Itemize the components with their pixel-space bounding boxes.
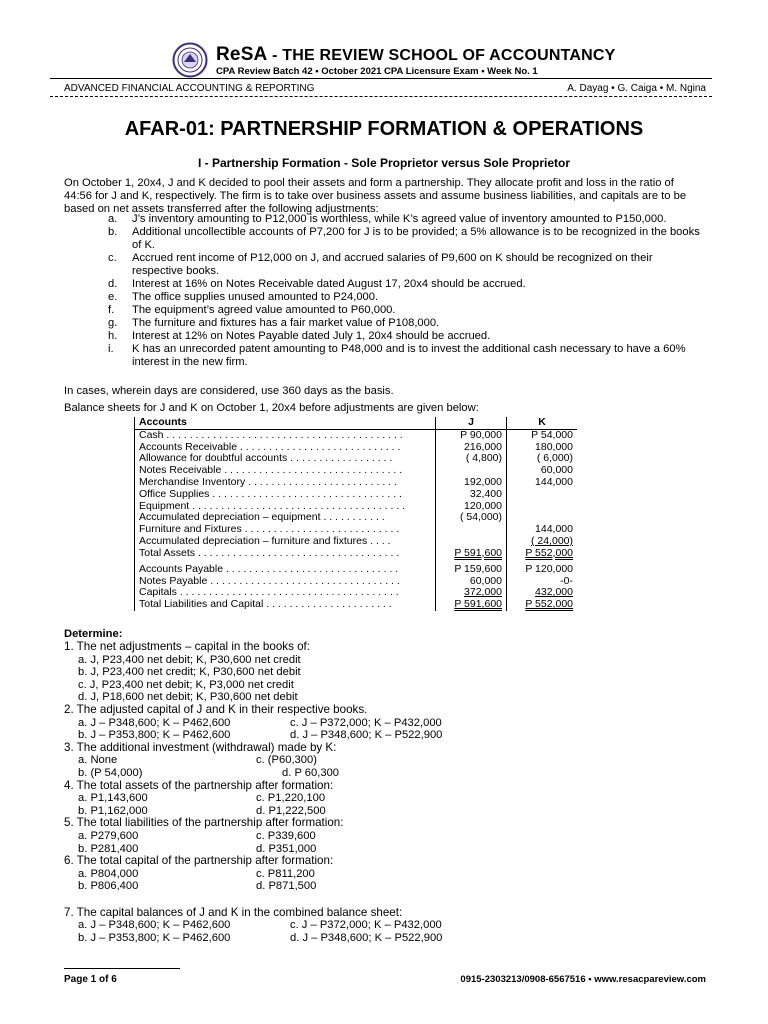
answer-option: d. J – P348,600; K – P522,900 bbox=[290, 729, 443, 742]
amount-k: P 120,000 bbox=[507, 560, 578, 576]
account-name: Equipment . . . . . . . . . . . . . . . . . . . . . . . . . . . . . . . . . . . . . bbox=[135, 501, 436, 513]
answer-option-row bbox=[64, 868, 714, 881]
answer-option-row bbox=[64, 767, 714, 780]
question bbox=[64, 817, 714, 855]
adjustment-text: K has an unrecorded patent amounting to P48,000 and is to invest the additional cash necessary to have a 60% interest in the new firm. bbox=[132, 343, 686, 368]
amount-k: ( 6,000) bbox=[507, 453, 578, 465]
adjustment-item bbox=[108, 278, 706, 291]
answer-option: c. J – P372,000; K – P432,000 bbox=[290, 919, 442, 932]
answer-option: d. P 60,300 bbox=[282, 766, 340, 779]
adjustment-text: The equipment’s agreed value amounted to P60,000. bbox=[132, 304, 396, 316]
course-name: ADVANCED FINANCIAL ACCOUNTING & REPORTING bbox=[64, 83, 315, 94]
adjustment-marker: b. bbox=[108, 226, 118, 238]
header-rule bbox=[50, 78, 712, 79]
amount-j: 60,000 bbox=[436, 576, 507, 588]
adjustment-marker: a. bbox=[108, 213, 118, 225]
answer-option: b. P1,162,000 bbox=[78, 804, 148, 817]
account-name: Allowance for doubtful accounts . . . . . . . . . . . . . . . . . . bbox=[135, 453, 436, 465]
amount-k: P 54,000 bbox=[507, 429, 578, 441]
question-text: 1. The net adjustments – capital in the books of: bbox=[64, 640, 310, 653]
adjustment-item bbox=[108, 252, 706, 278]
days-note: In cases, wherein days are considered, use 360 days as the basis. bbox=[64, 385, 394, 397]
account-name: Total Liabilities and Capital . . . . . . . . . . . . . . . . . . . . . . bbox=[135, 599, 436, 611]
answer-option: c. J – P372,000; K – P432,000 bbox=[290, 716, 442, 729]
table-row bbox=[135, 560, 578, 576]
answer-option: d. P1,222,500 bbox=[256, 804, 326, 817]
answer-option: c. P1,220,100 bbox=[256, 792, 326, 805]
question-text: 2. The adjusted capital of J and K in their respective books. bbox=[64, 702, 368, 716]
account-name: Merchandise Inventory . . . . . . . . . . . . . . . . . . . . . . . . . . bbox=[135, 477, 436, 489]
adjustments-list bbox=[108, 213, 706, 369]
answer-option: b. P281,400 bbox=[78, 842, 139, 855]
question bbox=[64, 855, 714, 893]
amount-k: -0- bbox=[507, 576, 578, 588]
adjustment-item bbox=[108, 317, 706, 330]
adjustment-text: The office supplies unused amounted to P24,000. bbox=[132, 291, 379, 303]
question-text: 7. The capital balances of J and K in the combined balance sheet: bbox=[64, 905, 403, 919]
adjustment-text: J’s inventory amounting to P12,000 is worthless, while K’s agreed value of inventory amounted to P150,000. bbox=[132, 213, 667, 225]
question bbox=[64, 704, 714, 742]
amount-k: P 552,000 bbox=[507, 548, 578, 560]
account-name: Accumulated depreciation – equipment . . . . . . . . . . . bbox=[135, 512, 436, 524]
account-name: Accumulated depreciation – furniture and fixtures . . . . bbox=[135, 536, 436, 548]
balance-sheet-table bbox=[134, 417, 577, 611]
account-name: Cash . . . . . . . . . . . . . . . . . . . . . . . . . . . . . . . . . . . . . . . . . bbox=[135, 429, 436, 441]
section-heading: I - Partnership Formation - Sole Proprietor versus Sole Proprietor bbox=[197, 156, 571, 170]
answer-option: a. J – P348,600; K – P462,600 bbox=[78, 919, 231, 932]
adjustment-text: Additional uncollectible accounts of P7,200 for J is to be provided; a 5% allowance is to be recognized in the books of K. bbox=[132, 226, 700, 251]
page-number: Page 1 of 6 bbox=[64, 974, 117, 985]
amount-k: 432,000 bbox=[507, 587, 578, 599]
account-name: Capitals . . . . . . . . . . . . . . . . . . . . . . . . . . . . . . . . . . . . . . bbox=[135, 587, 436, 599]
table-row bbox=[135, 536, 578, 548]
answer-option: b. P806,400 bbox=[78, 880, 139, 893]
answer-option: b. (P 54,000) bbox=[78, 766, 143, 779]
adjustment-text: Interest at 12% on Notes Payable dated July 1, 20x4 should be accrued. bbox=[132, 330, 491, 342]
account-name: Office Supplies . . . . . . . . . . . . . . . . . . . . . . . . . . . . . . . . . bbox=[135, 489, 436, 501]
account-name: Total Assets . . . . . . . . . . . . . . . . . . . . . . . . . . . . . . . . . . . bbox=[135, 548, 436, 560]
amount-j bbox=[436, 524, 507, 536]
answer-option: a. J, P23,400 net debit; K, P30,600 net credit bbox=[78, 653, 301, 666]
authors: A. Dayag • G. Caiga • M. Ngina bbox=[567, 83, 706, 94]
answer-option: b. J – P353,800; K – P462,600 bbox=[78, 932, 231, 945]
answer-option: c. (P60,300) bbox=[256, 754, 317, 767]
account-name: Accounts Receivable . . . . . . . . . . . . . . . . . . . . . . . . . . . . bbox=[135, 442, 436, 454]
footer-rule bbox=[64, 968, 180, 969]
answer-option: a. J – P348,600; K – P462,600 bbox=[78, 716, 231, 729]
amount-j: P 591,600 bbox=[436, 599, 507, 611]
amount-k: P 552,000 bbox=[507, 599, 578, 611]
answer-option: d. J, P18,600 net debit; K, P30,600 net debit bbox=[78, 691, 298, 704]
account-name: Notes Receivable . . . . . . . . . . . . . . . . . . . . . . . . . . . . . . . bbox=[135, 465, 436, 477]
amount-j: 192,000 bbox=[436, 477, 507, 489]
table-header-row bbox=[135, 417, 578, 429]
page-title: AFAR-01: PARTNERSHIP FORMATION & OPERATIONS bbox=[124, 118, 644, 140]
table-row bbox=[135, 548, 578, 560]
answer-option: a. P1,143,600 bbox=[78, 792, 148, 805]
column-header-j: J bbox=[436, 417, 507, 429]
amount-k: ( 24,000) bbox=[507, 536, 578, 548]
adjustment-text: The furniture and fixtures has a fair market value of P108,000. bbox=[132, 317, 440, 329]
adjustment-item bbox=[108, 213, 706, 226]
answer-option-row bbox=[64, 830, 714, 843]
amount-j: P 591,600 bbox=[436, 548, 507, 560]
answer-option-row bbox=[64, 792, 714, 805]
answer-option: d. J – P348,600; K – P522,900 bbox=[290, 932, 443, 945]
table-row bbox=[135, 599, 578, 611]
question-text: 6. The total capital of the partnership after formation: bbox=[64, 854, 334, 868]
answer-option-row bbox=[64, 754, 714, 767]
adjustment-marker: c. bbox=[108, 252, 117, 264]
answer-option-row bbox=[64, 880, 714, 893]
answer-option-row bbox=[64, 729, 714, 742]
answer-option: d. P351,000 bbox=[256, 842, 317, 855]
answer-option: c. P811,200 bbox=[256, 867, 315, 880]
amount-k: 144,000 bbox=[507, 477, 578, 489]
amount-k: 180,000 bbox=[507, 442, 578, 454]
table-row bbox=[135, 489, 578, 501]
column-header-accounts: Accounts bbox=[135, 417, 436, 429]
adjustment-marker: f. bbox=[108, 304, 115, 316]
adjustment-text: Interest at 16% on Notes Receivable dated August 17, 20x4 should be accrued. bbox=[132, 278, 526, 290]
amount-j: 216,000 bbox=[436, 442, 507, 454]
answer-option: b. J – P353,800; K – P462,600 bbox=[78, 729, 231, 742]
question-text: 5. The total liabilities of the partnership after formation: bbox=[64, 816, 344, 830]
determine-label: Determine: bbox=[64, 628, 123, 640]
header-dashed-rule bbox=[50, 96, 712, 97]
resa-logo bbox=[172, 42, 208, 78]
adjustment-item bbox=[108, 226, 706, 252]
answer-option-row bbox=[64, 717, 714, 730]
intro-paragraph: On October 1, 20x4, J and K decided to pool their assets and form a partnership. They allocate profit and loss in the ratio of 44:56 for J and K, respectively. The firm is to take over business assets and assume business liabilities, and capitals are to be based on net assets transferred after the following adjustments: bbox=[64, 177, 687, 215]
amount-j: P 159,600 bbox=[436, 560, 507, 576]
adjustment-item bbox=[108, 330, 706, 343]
answer-option: a. P804,000 bbox=[78, 867, 139, 880]
answer-option: b. J, P23,400 net credit; K, P30,600 net debit bbox=[78, 666, 301, 679]
adjustment-marker: g. bbox=[108, 317, 118, 329]
question bbox=[64, 641, 714, 704]
answer-option: c. P339,600 bbox=[256, 829, 316, 842]
amount-j: 120,000 bbox=[436, 501, 507, 513]
brand-rest: - THE REVIEW SCHOOL OF ACCOUNTANCY bbox=[267, 47, 616, 64]
adjustment-marker: d. bbox=[108, 278, 118, 290]
adjustment-item bbox=[108, 304, 706, 317]
amount-j: ( 4,800) bbox=[436, 453, 507, 465]
amount-j: P 90,000 bbox=[436, 429, 507, 441]
answer-option: d. P871,500 bbox=[256, 880, 317, 893]
question-text: 3. The additional investment (withdrawal) made by K: bbox=[64, 740, 337, 754]
balance-sheet-body bbox=[135, 429, 578, 611]
account-name: Furniture and Fixtures . . . . . . . . . . . . . . . . . . . . . . . . . . . bbox=[135, 524, 436, 536]
account-name: Notes Payable . . . . . . . . . . . . . . . . . . . . . . . . . . . . . . . . . bbox=[135, 576, 436, 588]
column-header-k: K bbox=[507, 417, 578, 429]
adjustment-marker: e. bbox=[108, 291, 118, 303]
table-row bbox=[135, 477, 578, 489]
balance-sheet-note: Balance sheets for J and K on October 1, 20x4 before adjustments are given below: bbox=[64, 402, 479, 414]
brand-main: ReSA bbox=[216, 44, 268, 65]
question-text: 4. The total assets of the partnership after formation: bbox=[64, 778, 334, 792]
adjustment-item bbox=[108, 343, 706, 369]
amount-k: 60,000 bbox=[507, 465, 578, 477]
adjustment-marker: i. bbox=[108, 343, 114, 355]
answer-option: c. J, P23,400 net debit; K, P3,000 net credit bbox=[78, 678, 294, 691]
table-row bbox=[135, 429, 578, 441]
amount-j: 32,400 bbox=[436, 489, 507, 501]
adjustment-item bbox=[108, 291, 706, 304]
question bbox=[64, 742, 714, 780]
amount-k bbox=[507, 489, 578, 501]
account-name: Accounts Payable . . . . . . . . . . . . . . . . . . . . . . . . . . . . . . bbox=[135, 560, 436, 576]
question bbox=[64, 780, 714, 818]
answer-option: a. P279,600 bbox=[78, 829, 139, 842]
footer-contact: 0915-2303213/0908-6567516 • www.resacpareview.com bbox=[460, 974, 706, 985]
answer-option-row bbox=[64, 932, 714, 945]
brand-subline: CPA Review Batch 42 • October 2021 CPA Licensure Exam • Week No. 1 bbox=[216, 66, 538, 77]
amount-j: 372,000 bbox=[436, 587, 507, 599]
adjustment-text: Accrued rent income of P12,000 on J, and accrued salaries of P9,600 on K should be recognized on their respective books. bbox=[132, 252, 653, 277]
question bbox=[64, 907, 714, 945]
amount-k: 144,000 bbox=[507, 524, 578, 536]
adjustment-marker: h. bbox=[108, 330, 118, 342]
answer-option-row bbox=[64, 919, 714, 932]
amount-j: ( 54,000) bbox=[436, 512, 507, 524]
answer-option: a. None bbox=[78, 754, 118, 767]
amount-j bbox=[436, 536, 507, 548]
amount-k bbox=[507, 501, 578, 513]
questions-section bbox=[64, 641, 714, 945]
brand-title bbox=[216, 44, 616, 66]
